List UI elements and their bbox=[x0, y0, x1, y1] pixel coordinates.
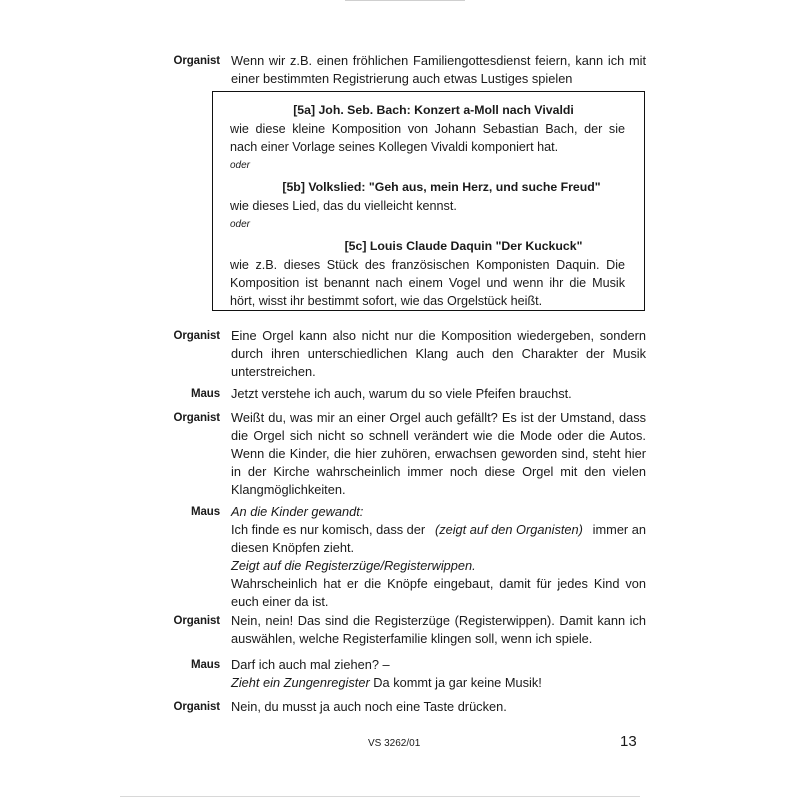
text-line: Nein, du musst ja auch noch eine Taste drücken. bbox=[231, 699, 507, 714]
piece-title-5c: [5c] Louis Claude Daquin "Der Kuckuck" bbox=[344, 239, 583, 253]
text-line: die Orgel sich nicht so schnell verändert wie die Mode oder die Autos. bbox=[231, 428, 646, 443]
text-line: auswählen, welche Registerfamilie klingen soll, wenn ich spiele. bbox=[231, 631, 593, 646]
text-line bbox=[231, 674, 646, 692]
text-line: nach einer Vorlage seines Kollegen Vivaldi komponiert hat. bbox=[230, 140, 559, 154]
text-line: Jetzt verstehe ich auch, warum du so viele Pfeifen brauchst. bbox=[231, 386, 572, 401]
text-line: wie dieses Lied, das du vielleicht kennst. bbox=[230, 199, 457, 213]
text-line: euch einer da ist. bbox=[231, 594, 329, 609]
stage-direction: Zeigt auf die Registerzüge/Registerwippen. bbox=[231, 558, 476, 573]
stage-direction: (zeigt auf den Organisten) bbox=[434, 522, 583, 537]
text-line: Wenn wir z.B. einen fröhlichen Familiengottesdienst feiern, kann ich mit bbox=[231, 53, 646, 68]
oder-label: oder bbox=[230, 219, 251, 230]
text-line: unterstreichen. bbox=[231, 364, 316, 379]
text-line: wie diese kleine Komposition von Johann Sebastian Bach, der sie bbox=[230, 122, 625, 136]
text-line: Darf ich auch mal ziehen? – bbox=[231, 657, 390, 672]
dialogue-text bbox=[231, 327, 646, 381]
piece-title-5b: [5b] Volkslied: "Geh aus, mein Herz, und suche Freud" bbox=[282, 180, 601, 194]
text-line: Klangmöglichkeiten. bbox=[231, 482, 346, 497]
dialogue-text bbox=[231, 52, 646, 88]
speaker-label: Organist bbox=[173, 412, 220, 424]
speaker-label: Organist bbox=[173, 55, 220, 67]
text-segment: Ich finde es nur komisch, dass der bbox=[231, 522, 426, 537]
stage-direction: Zieht ein Zungenregister bbox=[231, 675, 370, 690]
dialogue-text bbox=[231, 385, 646, 403]
text-line: diesen Knöpfen zieht. bbox=[231, 540, 355, 555]
text-segment: immer an bbox=[592, 522, 646, 537]
text-line: hört, wisst ihr bestimmt sofort, wie das Orgelstück heißt. bbox=[230, 294, 543, 308]
text-line: Nein, nein! Das sind die Registerzüge (Registerwippen). Damit kann ich bbox=[231, 613, 646, 628]
dialogue-text bbox=[231, 503, 646, 611]
stage-direction: An die Kinder gewandt: bbox=[231, 504, 364, 519]
text-line: Komposition ist benannt nach einem Vogel und wenn ihr die Musik bbox=[230, 276, 625, 290]
speaker-label: Maus bbox=[191, 388, 220, 400]
dialogue-text bbox=[231, 409, 646, 499]
page-number: 13 bbox=[620, 733, 637, 750]
bottom-edge-line bbox=[120, 796, 640, 797]
text-line: Eine Orgel kann also nicht nur die Komposition wiedergeben, sondern bbox=[231, 328, 646, 343]
box-text-5a bbox=[230, 120, 625, 156]
text-line: durch ihren unterschiedlichen Klang auch den Charakter der Musik bbox=[231, 346, 646, 361]
music-selection-box bbox=[212, 91, 645, 311]
dialogue-text bbox=[231, 656, 646, 692]
catalog-number: VS 3262/01 bbox=[368, 738, 421, 749]
text-line: in der Kirche wahrscheinlich immer noch diese Orgel mit den vielen bbox=[231, 464, 646, 479]
speaker-label: Organist bbox=[173, 701, 220, 713]
speaker-label: Organist bbox=[173, 330, 220, 342]
box-text-5b bbox=[230, 197, 625, 215]
piece-title-5a: [5a] Joh. Seb. Bach: Konzert a-Moll nach Vivaldi bbox=[293, 103, 574, 117]
speaker-label: Maus bbox=[191, 506, 220, 518]
top-edge-line bbox=[345, 0, 465, 1]
text-line: Wahrscheinlich hat er die Knöpfe eingebaut, damit für jedes Kind von bbox=[231, 576, 646, 591]
text-segment: Da kommt ja gar keine Musik! bbox=[373, 675, 542, 690]
dialogue-text bbox=[231, 612, 646, 648]
text-line: einer bestimmten Registrierung auch etwas Lustiges spielen bbox=[231, 71, 573, 86]
speaker-label: Maus bbox=[191, 659, 220, 671]
dialogue-text bbox=[231, 698, 646, 716]
text-line bbox=[231, 521, 646, 539]
oder-label: oder bbox=[230, 160, 251, 171]
text-line: wie z.B. dieses Stück des französischen Komponisten Daquin. Die bbox=[230, 258, 625, 272]
box-text-5c bbox=[230, 256, 625, 310]
text-line: Wenn die Kinder, die hier zuhören, erwachsen geworden sind, steht hier bbox=[231, 446, 646, 461]
text-line: Weißt du, was mir an einer Orgel auch gefällt? Es ist der Umstand, dass bbox=[231, 410, 646, 425]
speaker-label: Organist bbox=[173, 615, 220, 627]
